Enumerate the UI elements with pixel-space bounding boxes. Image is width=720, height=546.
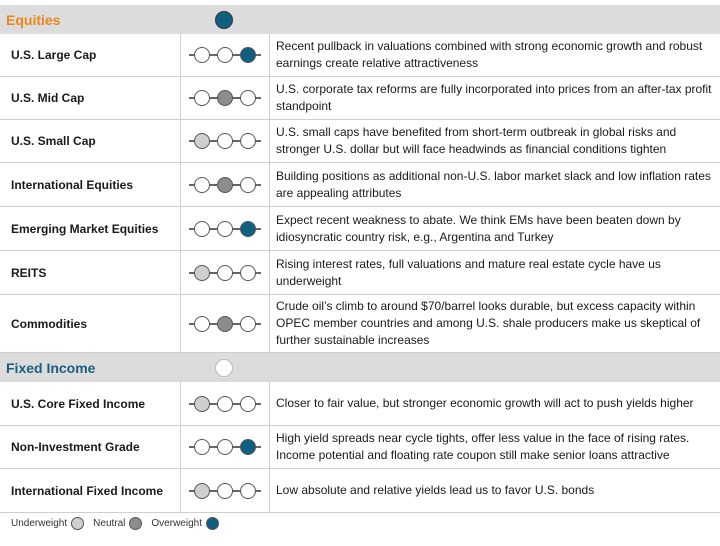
neutral-circle-icon [217,47,233,63]
overweight-circle-icon [240,177,256,193]
legend-item-neutral [93,517,142,530]
rating-indicator-cell [181,295,270,352]
underweight-circle-icon [194,177,210,193]
fixed-income-rows [0,382,720,513]
neutral-circle-icon [217,396,233,412]
allocation-table [0,5,720,513]
rating-indicator-cell [181,382,270,425]
overweight-circle-icon [240,396,256,412]
section-title: Fixed Income [6,359,96,376]
legend-label: Neutral [93,518,126,529]
underweight-circle-icon [194,133,210,149]
rating-indicator [189,221,261,237]
table-row [0,295,720,353]
legend-item-underweight [11,517,84,530]
legend-item-overweight [151,517,219,530]
rating-indicator [189,483,261,499]
rating-indicator [189,133,261,149]
rating-indicator-cell [181,163,270,206]
table-row [0,163,720,207]
overweight-circle-icon [240,133,256,149]
neutral-circle-icon [217,483,233,499]
neutral-circle-icon [217,221,233,237]
neutral-circle-icon [217,90,233,106]
neutral-circle-icon [217,133,233,149]
underweight-circle-icon [194,265,210,281]
asset-class-name: U.S. Core Fixed Income [0,382,181,425]
asset-class-name: REITS [0,251,181,294]
overweight-circle-icon [240,439,256,455]
asset-class-name: U.S. Small Cap [0,120,181,162]
table-row [0,77,720,120]
rationale-text: Building positions as additional non-U.S. labor market slack and low inflation rates are appealing attributes [276,168,711,200]
rationale-text: Recent pullback in valuations combined with strong economic growth and robust earnings create relative attractiveness [276,39,703,70]
asset-class-name: Non-Investment Grade [0,426,181,468]
section-header-fixed-income [0,353,720,382]
rating-indicator [189,439,261,455]
neutral-circle-icon [217,316,233,332]
overweight-circle-icon [240,90,256,106]
underweight-circle-icon [194,90,210,106]
overweight-circle-icon [240,316,256,332]
rating-indicator-cell [181,469,270,512]
table-row [0,251,720,295]
equities-rows [0,34,720,353]
asset-class-name: U.S. Mid Cap [0,77,181,119]
asset-class-name: International Fixed Income [0,469,181,512]
table-row [0,382,720,426]
table-row [0,426,720,469]
rationale-text: U.S. small caps have benefited from short-term outbreak in global risks and stronger U.S. dollar but will face headwinds as financial conditions tighten [276,125,677,156]
section-marker-icon [215,359,233,377]
rating-indicator [189,316,261,332]
rating-indicator [189,90,261,106]
rationale-text: Expect recent weakness to abate. We think EMs have been beaten down by idiosyncratic country risk, e.g., Argentina and Turkey [276,212,681,244]
legend-label: Underweight [11,518,68,529]
rationale-text: Low absolute and relative yields lead us to favor U.S. bonds [276,483,595,497]
section-header-equities [0,5,720,34]
rating-indicator-cell [181,120,270,162]
rationale-text: U.S. corporate tax reforms are fully incorporated into prices from an after-tax profit standpoint [276,82,712,113]
section-marker-icon [215,11,233,29]
rating-indicator [189,265,261,281]
underweight-circle-icon [194,396,210,412]
rating-indicator-cell [181,251,270,294]
asset-class-name: Commodities [0,295,181,352]
rationale-text: Crude oil’s climb to around $70/barrel looks durable, but excess capacity within OPEC member countries and among U.S. shale producers make us skeptical of further sustainable increases [276,299,701,347]
overweight-circle-icon [206,517,219,530]
table-row [0,120,720,163]
underweight-circle-icon [194,316,210,332]
overweight-circle-icon [240,221,256,237]
neutral-circle-icon [217,177,233,193]
table-row [0,469,720,513]
asset-class-name: U.S. Large Cap [0,34,181,76]
overweight-circle-icon [240,47,256,63]
neutral-circle-icon [217,439,233,455]
rating-indicator-cell [181,34,270,76]
rating-indicator [189,177,261,193]
legend [11,517,228,530]
rating-indicator-cell [181,77,270,119]
neutral-circle-icon [217,265,233,281]
neutral-circle-icon [129,517,142,530]
asset-class-name: Emerging Market Equities [0,207,181,250]
underweight-circle-icon [194,47,210,63]
rationale-text: High yield spreads near cycle tights, offer less value in the face of rising rates. Income potential and floating rate coupon still make senior loans attractive [276,431,690,462]
underweight-circle-icon [194,221,210,237]
underweight-circle-icon [71,517,84,530]
rationale-text: Rising interest rates, full valuations and mature real estate cycle have us underweight [276,256,661,288]
section-title: Equities [6,11,61,28]
table-row [0,34,720,77]
rating-indicator [189,47,261,63]
underweight-circle-icon [194,439,210,455]
rationale-text: Closer to fair value, but stronger economic growth will act to push yields higher [276,396,694,410]
legend-label: Overweight [151,518,202,529]
rating-indicator-cell [181,207,270,250]
table-row [0,207,720,251]
rating-indicator [189,396,261,412]
underweight-circle-icon [194,483,210,499]
overweight-circle-icon [240,483,256,499]
overweight-circle-icon [240,265,256,281]
asset-class-name: International Equities [0,163,181,206]
rating-indicator-cell [181,426,270,468]
